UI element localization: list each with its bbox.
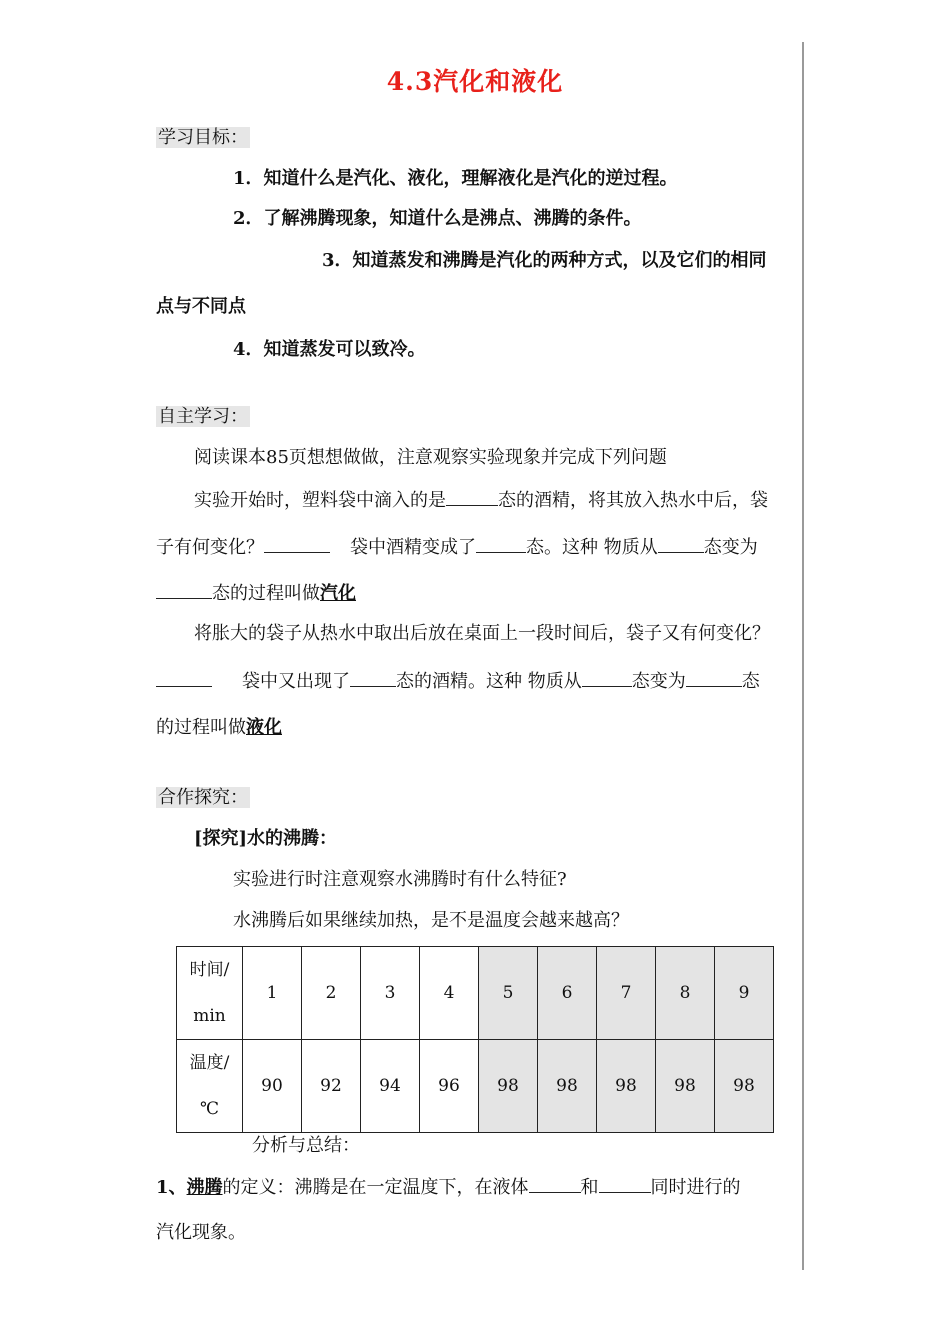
question-1: 实验进行时注意观察水沸腾时有什么特征?: [233, 869, 567, 890]
table-cell: 90: [243, 1040, 302, 1133]
goal-item-3: 3．知道蒸发和沸腾是汽化的两种方式，以及它们的相同: [322, 250, 767, 271]
blank[interactable]: [658, 535, 704, 553]
table-cell: 3: [361, 947, 420, 1040]
goal-item-2: 2．了解沸腾现象，知道什么是沸点、沸腾的条件。: [233, 208, 642, 229]
table-row-time: [177, 947, 774, 1040]
blank[interactable]: [156, 581, 212, 599]
table-cell: 2: [302, 947, 361, 1040]
goal-item-1: 1．知道什么是汽化、液化，理解液化是汽化的逆过程。: [233, 168, 678, 189]
summary-item-1: 1、沸腾的定义：沸腾是在一定温度下，在液体 和 同时进行的: [156, 1177, 741, 1198]
paragraph-1-line-2: 子有何变化？ 袋中酒精变成了 态。这种 物质从 态变为: [156, 537, 758, 558]
page-title: 4.3汽化和液化: [386, 67, 564, 96]
table-cell: 98: [656, 1040, 715, 1133]
table-cell: 96: [420, 1040, 479, 1133]
table-row-temperature: [177, 1040, 774, 1133]
paragraph-1-line-1: 实验开始时，塑料袋中滴入的是 态的酒精，将其放入热水中后，袋: [194, 490, 768, 511]
table-cell: 9: [715, 947, 774, 1040]
time-header: 时间/ min: [177, 947, 243, 1040]
cooperative-heading: 合作探究：: [158, 787, 248, 808]
term-boiling: 沸腾: [186, 1177, 223, 1198]
blank[interactable]: [476, 535, 526, 553]
paragraph-2-line-3: 的过程叫做液化: [156, 717, 282, 738]
blank[interactable]: [350, 669, 396, 687]
table-cell: 98: [479, 1040, 538, 1133]
table-cell: 98: [715, 1040, 774, 1133]
table-cell: 94: [361, 1040, 420, 1133]
table-cell: 8: [656, 947, 715, 1040]
blank[interactable]: [529, 1175, 581, 1193]
table-cell: 5: [479, 947, 538, 1040]
term-vaporization: 汽化: [320, 583, 356, 604]
blank[interactable]: [264, 535, 330, 553]
blank[interactable]: [446, 488, 498, 506]
self-study-intro: 阅读课本85页想想做做，注意观察实验现象并完成下列问题: [194, 447, 667, 468]
blank[interactable]: [582, 669, 632, 687]
paragraph-2-line-1: 将胀大的袋子从热水中取出后放在桌面上一段时间后，袋子又有何变化？: [194, 623, 770, 644]
table-cell: 4: [420, 947, 479, 1040]
explore-topic: [探究]水的沸腾：: [194, 828, 338, 849]
summary-item-1-cont: 汽化现象。: [156, 1222, 246, 1243]
self-study-heading: 自主学习：: [158, 406, 248, 427]
paragraph-1-line-3: 态的过程叫做汽化: [156, 581, 356, 606]
goals-heading: 学习目标：: [158, 127, 248, 148]
margin-rule: [802, 42, 804, 1270]
table-cell: 98: [538, 1040, 597, 1133]
table-cell: 6: [538, 947, 597, 1040]
blank[interactable]: [156, 669, 212, 687]
goal-item-4: 4．知道蒸发可以致冷。: [233, 339, 426, 360]
table-cell: 1: [243, 947, 302, 1040]
question-2: 水沸腾后如果继续加热，是不是温度会越来越高？: [233, 910, 629, 931]
paragraph-2-line-2: 袋中又出现了 态的酒精。这种 物质从 态变为 态: [156, 669, 760, 694]
boiling-data-table: [176, 946, 774, 1133]
temperature-header: 温度/ ℃: [177, 1040, 243, 1133]
table-cell: 98: [597, 1040, 656, 1133]
summary-heading: 分析与总结：: [252, 1135, 360, 1156]
blank[interactable]: [599, 1175, 651, 1193]
table-cell: 7: [597, 947, 656, 1040]
table-cell: 92: [302, 1040, 361, 1133]
term-liquefaction: 液化: [246, 717, 282, 738]
goal-item-3-cont: 点与不同点: [156, 296, 246, 317]
blank[interactable]: [686, 669, 742, 687]
